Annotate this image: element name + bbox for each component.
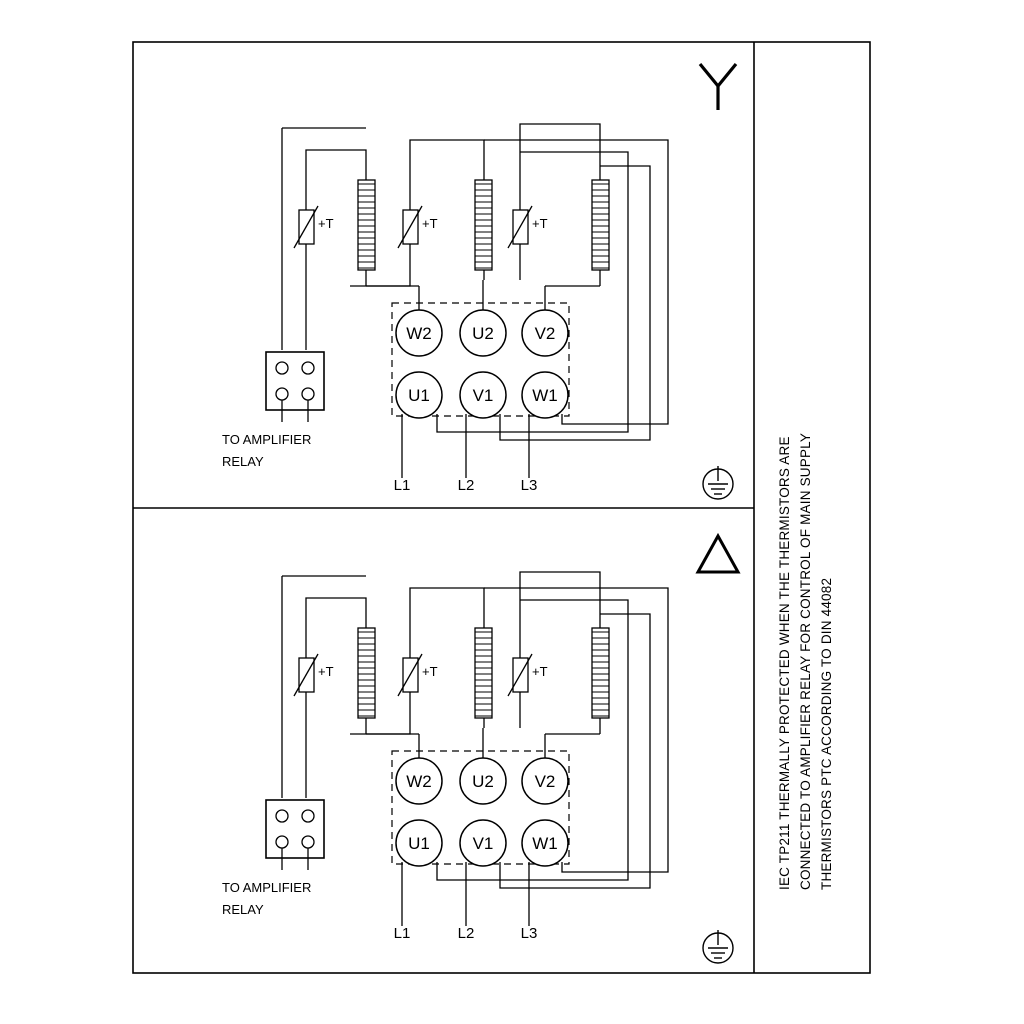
- thermistor-3: [508, 644, 532, 706]
- earth-ground-symbol: [703, 930, 733, 963]
- terminal-u2: [460, 758, 506, 804]
- supply-label-l3: L3: [520, 477, 538, 494]
- terminal-u1: [396, 372, 442, 418]
- panel-star: [222, 64, 736, 499]
- thermistor-2: [398, 196, 422, 258]
- terminal-v2: [522, 758, 568, 804]
- terminal-w1-label: W1: [532, 386, 558, 405]
- amplifier-label-line2: RELAY: [222, 454, 264, 469]
- notes-block: [777, 433, 834, 890]
- terminal-w1: [522, 820, 568, 866]
- panel-star-wiring: [366, 140, 668, 478]
- terminal-v2-label: V2: [534, 772, 556, 791]
- terminal-v1: [460, 372, 506, 418]
- terminal-u2-label: U2: [472, 772, 494, 791]
- terminal-v1-label: V1: [472, 386, 494, 405]
- thermistor-2-label: +T: [422, 664, 438, 679]
- panel-delta-wiring: [366, 588, 668, 926]
- thermistor-1: [294, 196, 318, 258]
- panel-delta: [222, 536, 738, 963]
- winding-coil-v: [592, 180, 609, 270]
- thermistor-1-label: +T: [318, 216, 334, 231]
- terminal-v2: [522, 310, 568, 356]
- thermistor-terminal-block: [266, 352, 324, 422]
- supply-label-l3: L3: [520, 925, 538, 942]
- delta-triangle-symbol: [698, 536, 738, 572]
- amplifier-label-line2: RELAY: [222, 902, 264, 917]
- note-line-2: CONNECTED TO AMPLIFIER RELAY FOR CONTROL OF MAIN SUPPLY: [798, 432, 813, 890]
- winding-coil-w: [358, 628, 375, 718]
- note-line-3: THERMISTORS PTC ACCORDING TO DIN 44082: [819, 577, 834, 890]
- thermistor-3: [508, 196, 532, 258]
- amplifier-label-line1: TO AMPLIFIER: [222, 880, 312, 895]
- winding-coil-w: [358, 180, 375, 270]
- supply-label-l1: L1: [393, 477, 411, 494]
- terminal-u2: [460, 310, 506, 356]
- winding-coil-u: [475, 628, 492, 718]
- supply-label-l2: L2: [457, 925, 475, 942]
- terminal-u1-label: U1: [408, 834, 430, 853]
- terminal-w2-label: W2: [406, 772, 432, 791]
- winding-coil-u: [475, 180, 492, 270]
- terminal-w2-label: W2: [406, 324, 432, 343]
- thermistor-terminal-block: [266, 800, 324, 870]
- terminal-w2: [396, 310, 442, 356]
- thermistor-2-label: +T: [422, 216, 438, 231]
- thermistor-3-label: +T: [532, 216, 548, 231]
- supply-label-l2: L2: [457, 477, 475, 494]
- terminal-w1-label: W1: [532, 834, 558, 853]
- thermistor-1: [294, 644, 318, 706]
- terminal-w1: [522, 372, 568, 418]
- terminal-u2-label: U2: [472, 324, 494, 343]
- terminal-v1-label: V1: [472, 834, 494, 853]
- terminal-u1-label: U1: [408, 386, 430, 405]
- terminal-u1: [396, 820, 442, 866]
- star-wye-symbol: [700, 64, 736, 110]
- thermistor-2: [398, 644, 422, 706]
- winding-coil-v: [592, 628, 609, 718]
- supply-label-l1: L1: [393, 925, 411, 942]
- terminal-w2: [396, 758, 442, 804]
- terminal-v1: [460, 820, 506, 866]
- note-line-1: IEC TP211 THERMALLY PROTECTED WHEN THE THERMISTORS ARE: [777, 436, 792, 890]
- thermistor-3-label: +T: [532, 664, 548, 679]
- thermistor-1-label: +T: [318, 664, 334, 679]
- terminal-v2-label: V2: [534, 324, 556, 343]
- amplifier-label-line1: TO AMPLIFIER: [222, 432, 312, 447]
- earth-ground-symbol: [703, 466, 733, 499]
